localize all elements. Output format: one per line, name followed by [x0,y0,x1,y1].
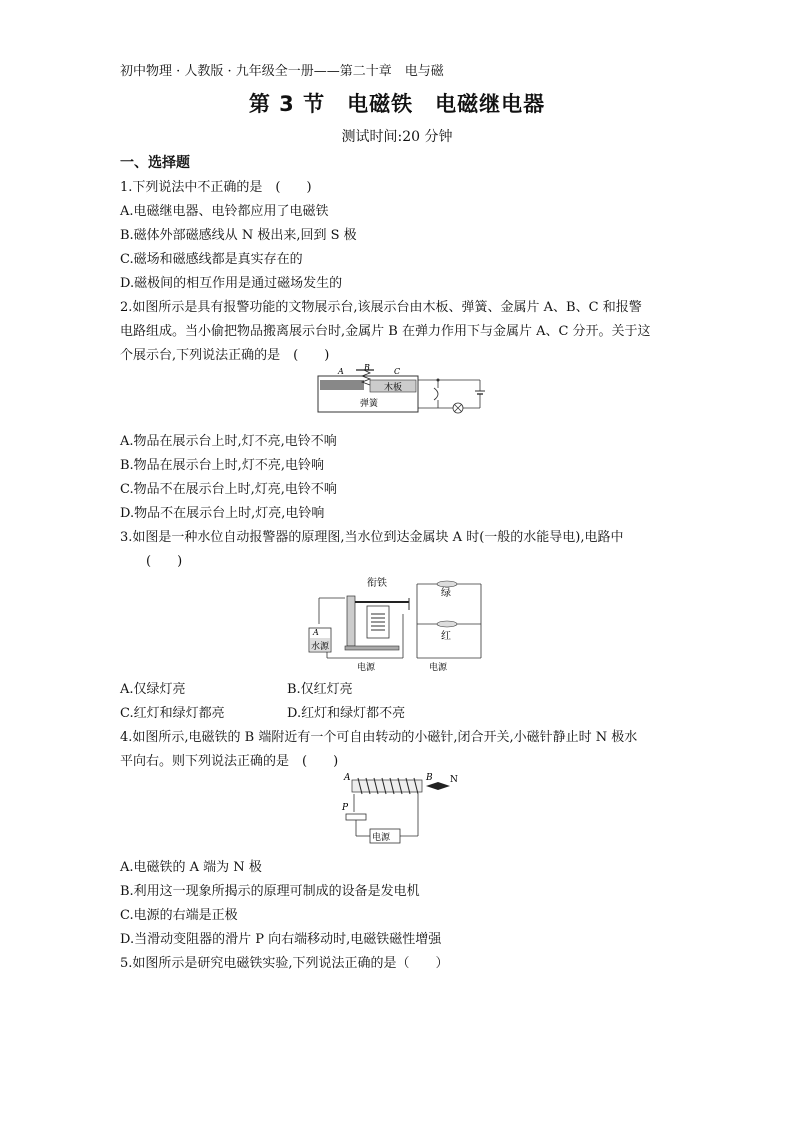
q1-option-b: B.磁体外部磁感线从 N 极出来,回到 S 极 [120,228,357,243]
q4-electromagnet-figure [334,770,474,848]
q3-option-d: D.红灯和绿灯都不亮 [287,706,406,721]
water-label: 水源 [311,642,330,652]
q5-stem: 5.如图所示是研究电磁铁实验,下列说法正确的是（ ） [120,956,449,971]
q2-option-b: B.物品在展示台上时,灯不亮,电铃响 [120,458,324,473]
q4-option-a: A.电磁铁的 A 端为 N 极 [120,860,262,875]
q3-option-a: A.仅绿灯亮 [120,682,186,697]
label-c: C [394,367,401,376]
label-b: B [364,364,370,372]
green-lamp-icon [437,581,457,587]
q2-option-d: D.物品不在展示台上时,灯亮,电铃响 [120,506,325,521]
end-a-label: A [344,773,351,783]
end-b-label: B [426,773,433,783]
q2-option-a: A.物品在展示台上时,灯不亮,电铃不响 [120,434,337,449]
red-lamp-icon [437,621,457,627]
q3-option-c: C.红灯和绿灯都亮 [120,706,225,721]
red-label: 红 [441,631,451,642]
bell-icon [434,388,438,400]
q3-option-b: B.仅红灯亮 [287,682,353,697]
spring-label: 弹簧 [360,399,379,409]
q2-option-c: C.物品不在展示台上时,灯亮,电铃不响 [120,482,337,497]
q1-stem: 1.下列说法中不正确的是 ( ) [120,180,312,195]
test-time: 测试时间:20 分钟 [341,129,453,145]
spring-coil [362,370,370,385]
coil-icon [371,614,385,630]
page-header: 初中物理 · 人教版 · 九年级全一册——第二十章 电与磁 [120,64,444,79]
q2-display-stand-figure [310,364,490,420]
q3-stem-line1: 3.如图是一种水位自动报警器的原理图,当水位到达金属块 A 时(一般的水能导电),电路中 [120,530,624,545]
q4-option-c: C.电源的右端是正极 [120,908,238,923]
slider-p-label: P [342,803,349,813]
q4-option-d: D.当滑动变阻器的滑片 P 向右端移动时,电磁铁磁性增强 [120,932,442,947]
section-heading: 一、选择题 [120,155,190,171]
q1-option-a: A.电磁继电器、电铃都应用了电磁铁 [120,204,329,219]
q3-water-alarm-figure [305,574,495,672]
compass-needle-icon [426,782,450,790]
electromagnet-core [347,596,355,646]
q2-stem-line3: 个展示台,下列说法正确的是 ( ) [120,348,330,363]
q1-option-c: C.磁场和磁感线都是真实存在的 [120,252,303,267]
q3-stem-line2: ( ) [146,554,183,569]
armature-label: 衔铁 [367,578,387,589]
page-title: 第 3 节 电磁铁 电磁继电器 [248,92,546,116]
q4-stem-line2: 平向右。则下列说法正确的是 ( ) [120,754,339,769]
power-label-2: 电源 [429,663,448,672]
north-label: N [450,775,458,785]
power-label-1: 电源 [357,663,376,672]
power-label: 电源 [372,833,391,843]
metal-strip-a [320,380,364,390]
q2-stem-line1: 2.如图所示是具有报警功能的文物展示台,该展示台由木板、弹簧、金属片 A、B、C 和报警 [120,300,642,315]
q4-option-b: B.利用这一现象所揭示的原理可制成的设备是发电机 [120,884,420,899]
label-a: A [338,367,344,376]
iron-core [352,780,422,792]
rheostat-icon [346,814,366,820]
q4-stem-line1: 4.如图所示,电磁铁的 B 端附近有一个可自由转动的小磁针,闭合开关,小磁针静止时 N 极水 [120,730,638,745]
q1-option-d: D.磁极间的相互作用是通过磁场发生的 [120,276,343,291]
green-label: 绿 [441,588,451,599]
q2-stem-line2: 电路组成。当小偷把物品搬离展示台时,金属片 B 在弹力作用下与金属片 A、C 分开。关于这 [120,324,651,339]
metal-block-label: A [313,628,319,637]
board-label: 木板 [384,383,403,393]
